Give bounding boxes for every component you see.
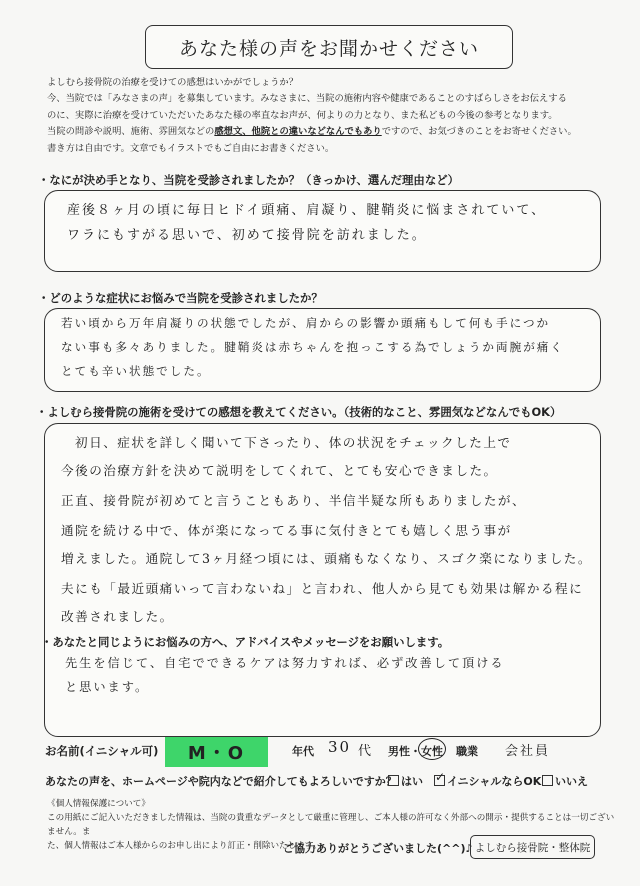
- name-label: お名前(イニシャル可): [45, 744, 159, 758]
- privacy-line-2: た、個人情報はご本人様からのお申し出により訂正・削除いたします。: [47, 841, 322, 851]
- answer-box-3: [41, 423, 601, 737]
- answer-4-line: 先生を信じて、自宅でできるケアは努力すれば、必ず改善して頂ける: [65, 656, 505, 670]
- privacy-line-1: この用紙にご記入いただきました情報は、当院の貴重なデータとして厳重に管理し、ご本人様の許可なく外部への開示・提供することは一切ございません。ま: [47, 813, 615, 837]
- answer-3-line: 通院を続ける中で、体が楽になってる事に気付きとても嬉しく思う事が: [61, 523, 512, 538]
- age-suffix: 代: [358, 744, 374, 759]
- intro-line-4: 当院の問診や説明、施術、雰囲気などの感想文、他院との違いなどなんでもありですので、お気づきのことをお寄せください。: [47, 126, 577, 138]
- job-value: 会社員: [505, 744, 551, 759]
- answer-box-2: [44, 308, 601, 392]
- page-title: あなた様の声をお聞かせください: [145, 25, 513, 69]
- intro-emphasis: 感想文、他院との違いなどなんでもあり: [214, 126, 382, 138]
- checkbox-no[interactable]: [542, 775, 553, 786]
- clinic-name: よしむら接骨院・整体院: [470, 835, 595, 859]
- age-value: 30: [328, 738, 352, 756]
- answer-2-line: ない事も多々ありました。腱鞘炎は赤ちゃんを抱っこする為でしょうか両腕が痛く: [61, 340, 564, 354]
- answer-3-line: 改善されました。: [61, 609, 174, 624]
- answer-2-line: とても辛い状態でした。: [61, 364, 211, 378]
- thanks-message: ご協力ありがとうございました(^^)♪: [283, 842, 473, 855]
- answer-3-line: 初日、症状を詳しく聞いて下さったり、体の状況をチェックした上で: [75, 435, 512, 450]
- intro-line-1: よしむら接骨院の治療を受けての感想はいかがでしょうか？: [47, 77, 299, 88]
- question-3: ・よしむら接骨院の施術を受けての感想を教えてください。（技術的なこと、雰囲気などなんでもOK）: [36, 405, 562, 419]
- answer-box-1: [44, 190, 601, 272]
- name-value: M・O: [165, 737, 268, 767]
- question-2: ・どのような症状にお悩みで当院を受診されましたか？: [38, 291, 323, 305]
- consent-question: あなたの声を、ホームページや院内などで紹介してもよろしいですか？: [45, 775, 397, 788]
- answer-3-line: 正直、接骨院が初めてと言うこともあり、半信半疑な所もありましたが、: [61, 493, 527, 508]
- age-label: 年代: [292, 745, 314, 758]
- answer-2-line: 若い頃から万年肩凝りの状態でしたが、肩からの影響か頭痛もして何も手につか: [61, 316, 551, 330]
- intro-line-5: 書き方は自由です。文章でもイラストでもご自由にお書きください。: [47, 142, 335, 154]
- question-4: ・あなたと同じようにお悩みの方へ、アドバイスやメッセージをお願いします。: [41, 635, 450, 649]
- answer-4-line: と思います。: [65, 680, 150, 694]
- answer-3-line: 増えました。通院して3ヶ月経つ頃には、頭痛もなくなり、スゴク楽になりました。: [61, 551, 592, 566]
- intro-line-3: のに、実際に治療を受けていただいたあなた様の率直なお声が、何よりの力となり、また私どもの今後の参考となります。: [47, 109, 558, 121]
- answer-3-line: 夫にも「最近頭痛いって言わないね」と言われ、他人から見ても効果は解かる程に: [61, 581, 584, 596]
- consent-option-yes[interactable]: はい: [388, 773, 423, 789]
- privacy-heading: 《個人情報保護について》: [47, 799, 150, 809]
- answer-1-line: ワラにもすがる思いで、初めて接骨院を訪れました。: [67, 228, 427, 243]
- gender-circle-mark: [418, 738, 446, 760]
- job-label: 職業: [456, 745, 478, 758]
- answer-3-line: 今後の治療方針を決めて説明をしてくれて、とても安心できました。: [61, 463, 498, 478]
- intro-line-2: 今、当院では「みなさまの声」を募集しています。みなさまに、当院の施術内容や健康であることのすばらしさをお伝えする: [47, 93, 567, 105]
- consent-option-initial[interactable]: ✓ イニシャルならOK: [434, 773, 541, 789]
- checkbox-initial[interactable]: [434, 775, 445, 786]
- checkbox-yes[interactable]: [388, 775, 399, 786]
- gender-options: 男性・女性: [388, 745, 443, 758]
- intro-text: [47, 75, 617, 157]
- question-1: ・なにが決め手となり、当院を受診されましたか？（きっかけ、選んだ理由など）: [38, 173, 459, 187]
- answer-1-line: 産後８ヶ月の頃に毎日ヒドイ頭痛、肩凝り、腱鞘炎に悩まされていて、: [67, 203, 547, 218]
- consent-option-no[interactable]: いいえ: [542, 773, 588, 789]
